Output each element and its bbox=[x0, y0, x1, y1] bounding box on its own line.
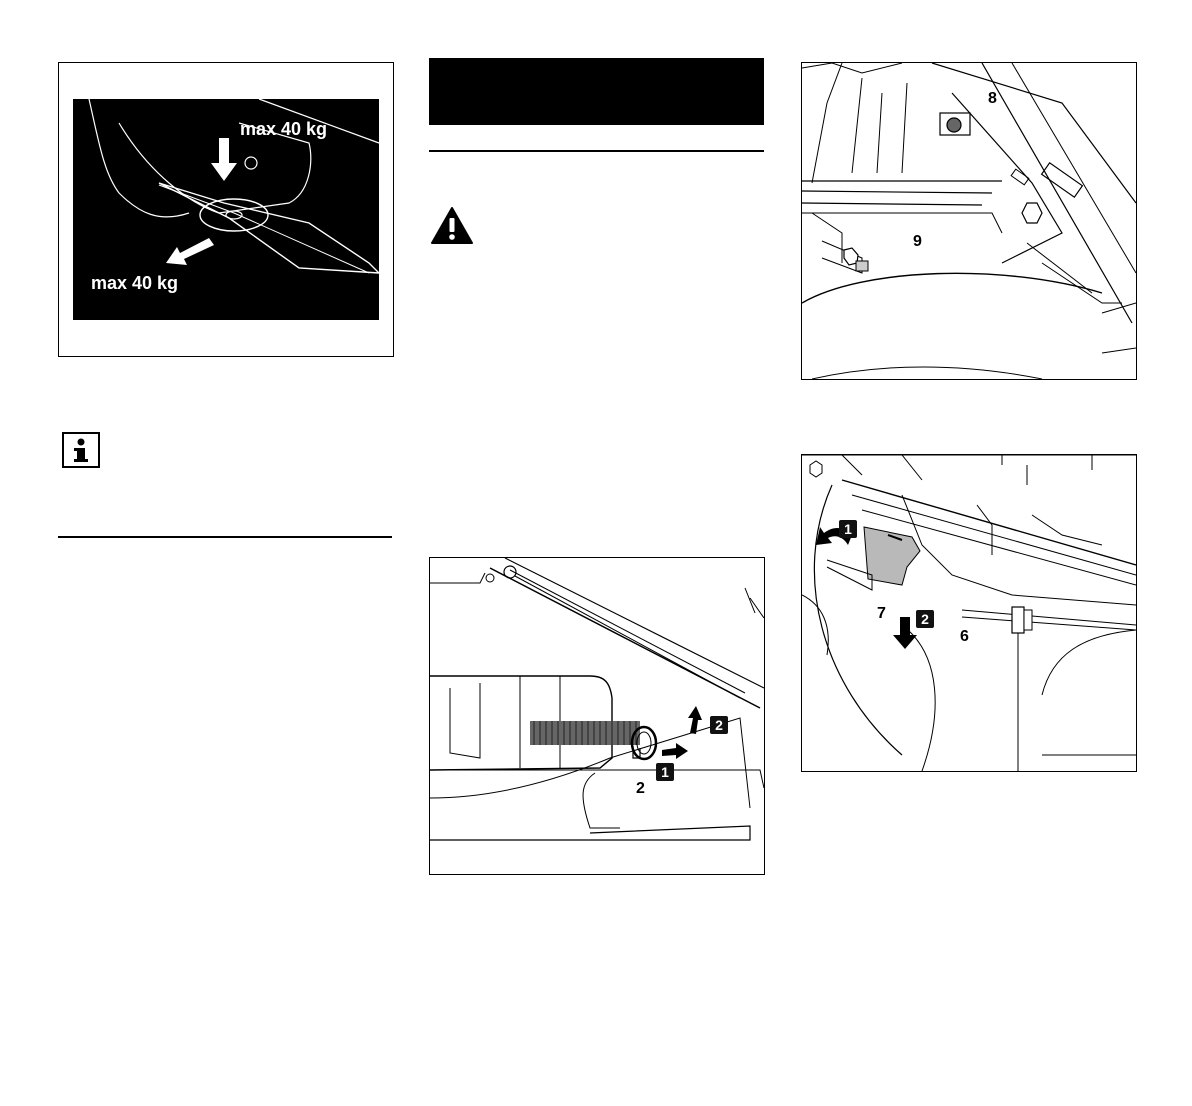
figure-blade-load bbox=[58, 62, 394, 357]
callout-spring: 2 bbox=[636, 780, 645, 797]
step-badge-2: 2 bbox=[710, 716, 728, 734]
warning-icon bbox=[430, 206, 474, 246]
load-label-top: max 40 kg bbox=[240, 119, 328, 139]
step-badge-2: 2 bbox=[916, 610, 934, 628]
step-badge-1: 1 bbox=[656, 763, 674, 781]
cover-illustration bbox=[802, 455, 1136, 771]
step-badge-1: 1 bbox=[839, 520, 857, 538]
load-label-bottom: max 40 kg bbox=[91, 273, 179, 293]
figure-spring bbox=[429, 557, 765, 875]
screw-illustration bbox=[802, 63, 1136, 379]
section-divider-left bbox=[58, 536, 392, 538]
figure-screw bbox=[801, 62, 1137, 380]
section-header-bar bbox=[429, 58, 764, 125]
section-divider-middle bbox=[429, 150, 764, 152]
blade-illustration bbox=[59, 63, 393, 356]
callout-cover: 7 bbox=[877, 605, 886, 622]
callout-part: 9 bbox=[913, 233, 922, 250]
figure-cover bbox=[801, 454, 1137, 772]
callout-screw: 8 bbox=[988, 90, 997, 107]
info-icon bbox=[62, 432, 100, 468]
callout-rail: 6 bbox=[960, 628, 969, 645]
